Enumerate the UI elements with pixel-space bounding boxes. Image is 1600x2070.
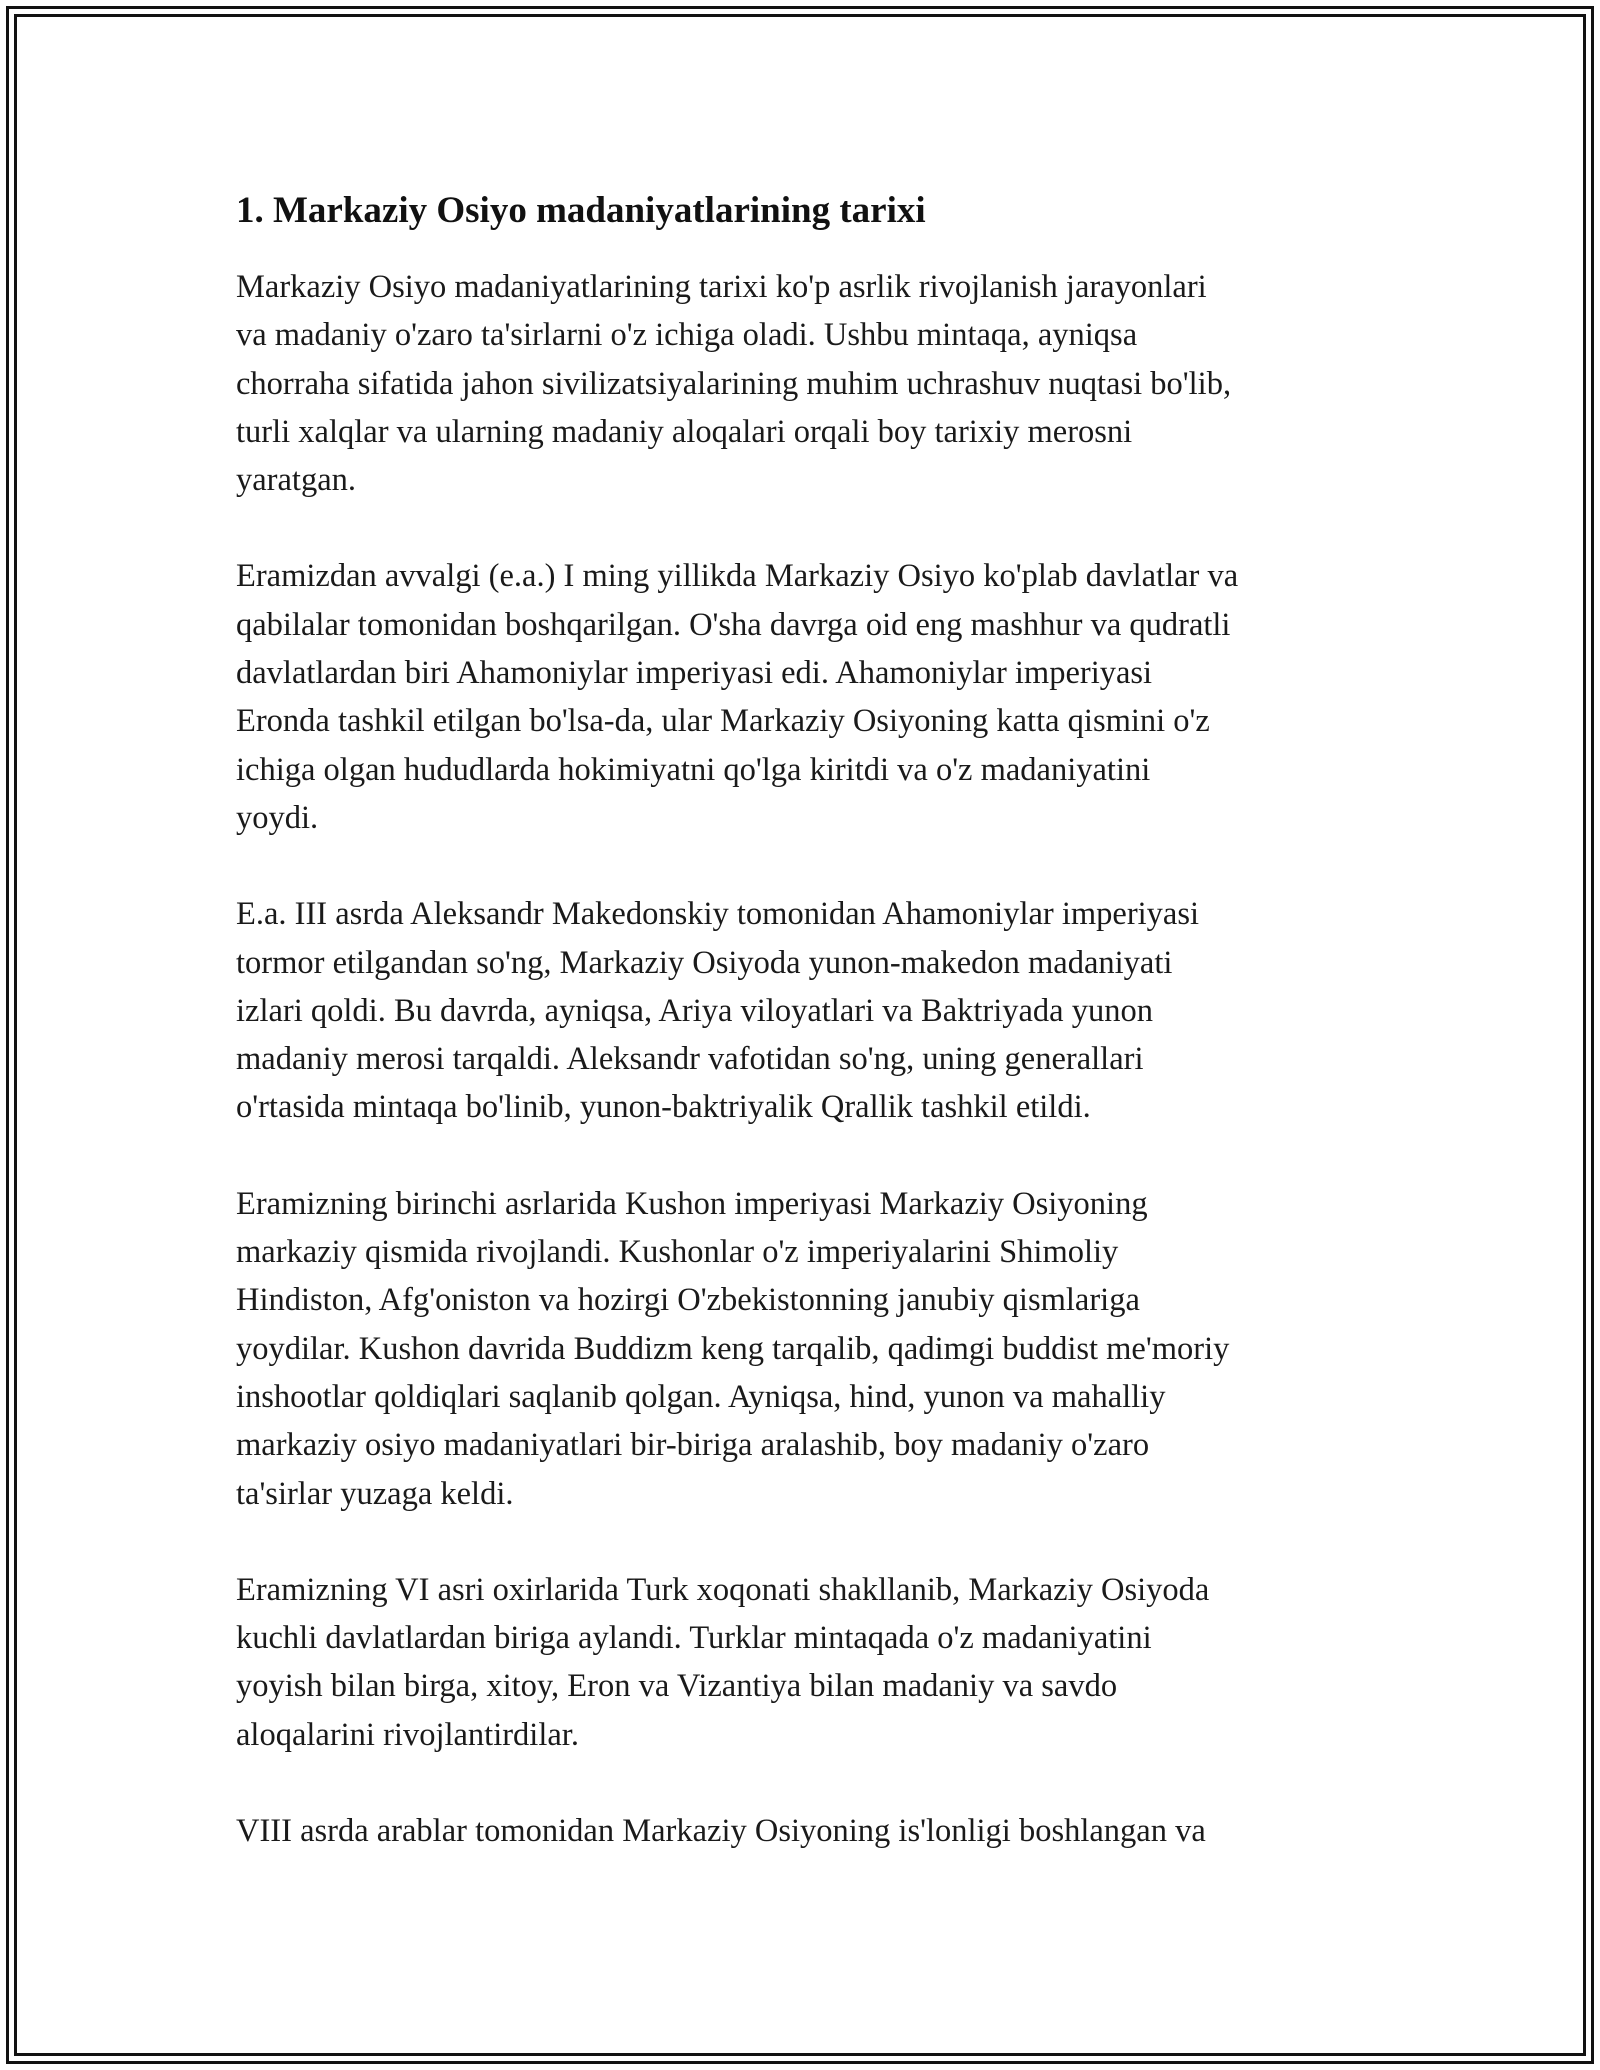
text-line: davlatlardan biri Ahamoniylar imperiyasi edi. Ahamoniylar imperiyasi: [236, 655, 1153, 692]
paragraph-4: [236, 1180, 1376, 1518]
text-line: Hindiston, Afg'oniston va hozirgi O'zbekistonning janubiy qismlariga: [236, 1282, 1140, 1319]
text-line: VIII asrda arablar tomonidan Markaziy Osiyoning is'lonligi boshlangan va: [236, 1813, 1206, 1850]
text-line: markaziy qismida rivojlandi. Kushonlar o'z imperiyalarini Shimoliy: [236, 1234, 1119, 1271]
text-line: yoydi.: [236, 799, 319, 836]
text-line: qabilalar tomonidan boshqarilgan. O'sha davrga oid eng mashhur va qudratli: [236, 606, 1231, 643]
text-line: madaniy merosi tarqaldi. Aleksandr vafotidan so'ng, uning generallari: [236, 1041, 1144, 1078]
text-line: E.a. III asrda Aleksandr Makedonskiy tomonidan Ahamoniylar imperiyasi: [236, 896, 1200, 933]
text-line: Markaziy Osiyo madaniyatlarining tarixi ko'p asrlik rivojlanish jarayonlari: [236, 269, 1207, 305]
text-line: ichiga olgan hududlarda hokimiyatni qo'lga kiritdi va o'z madaniyatini: [236, 751, 1151, 788]
paragraph-2: [236, 552, 1376, 842]
text-line: chorraha sifatida jahon sivilizatsiyalarining muhim uchrashuv nuqtasi bo'lib,: [236, 365, 1232, 402]
text-line: markaziy osiyo madaniyatlari bir-biriga aralashib, boy madaniy o'zaro: [236, 1427, 1150, 1464]
text-line: Eramizning VI asri oxirlarida Turk xoqonati shakllanib, Markaziy Osiyoda: [236, 1571, 1210, 1608]
paragraph-1: [236, 263, 1376, 504]
text-line: ta'sirlar yuzaga keldi.: [236, 1475, 514, 1512]
text-line: o'rtasida mintaqa bo'linib, yunon-baktriyalik Qrallik tashkil etildi.: [236, 1089, 1091, 1126]
text-line: Eramizdan avvalgi (e.a.) I ming yillikda Markaziy Osiyo ko'plab davlatlar va: [236, 558, 1239, 595]
text-line: turli xalqlar va ularning madaniy aloqalari orqali boy tarixiy merosni: [236, 413, 1133, 450]
text-line: kuchli davlatlardan biriga aylandi. Turklar mintaqada o'z madaniyatini: [236, 1620, 1152, 1657]
text-line: Eramizning birinchi asrlarida Kushon imperiyasi Markaziy Osiyoning: [236, 1185, 1148, 1222]
text-line: va madaniy o'zaro ta'sirlarni o'z ichiga oladi. Ushbu mintaqa, ayniqsa: [236, 317, 1138, 354]
document-body: [236, 186, 1376, 1903]
text-line: izlari qoldi. Bu davrda, ayniqsa, Ariya viloyatlari va Baktriyada yunon: [236, 992, 1153, 1029]
paragraph-5: [236, 1566, 1376, 1759]
text-line: yaratgan.: [236, 462, 357, 499]
text-line: yoyish bilan birga, xitoy, Eron va Vizantiya bilan madaniy va savdo: [236, 1668, 1118, 1705]
text-line: tormor etilgandan so'ng, Markaziy Osiyoda yunon-makedon madaniyati: [236, 944, 1173, 981]
text-line: aloqalarini rivojlantirdilar.: [236, 1716, 579, 1753]
paragraph-6: [236, 1807, 1376, 1855]
text-line: yoydilar. Kushon davrida Buddizm keng tarqalib, qadimgi buddist me'moriy: [236, 1330, 1230, 1367]
text-line: Eronda tashkil etilgan bo'lsa-da, ular Markaziy Osiyoning katta qismini o'z: [236, 703, 1210, 740]
section-title: 1. Markaziy Osiyo madaniyatlarining tarixi: [236, 190, 926, 231]
text-line: inshootlar qoldiqlari saqlanib qolgan. Ayniqsa, hind, yunon va mahalliy: [236, 1378, 1166, 1415]
paragraph-3: [236, 890, 1376, 1131]
